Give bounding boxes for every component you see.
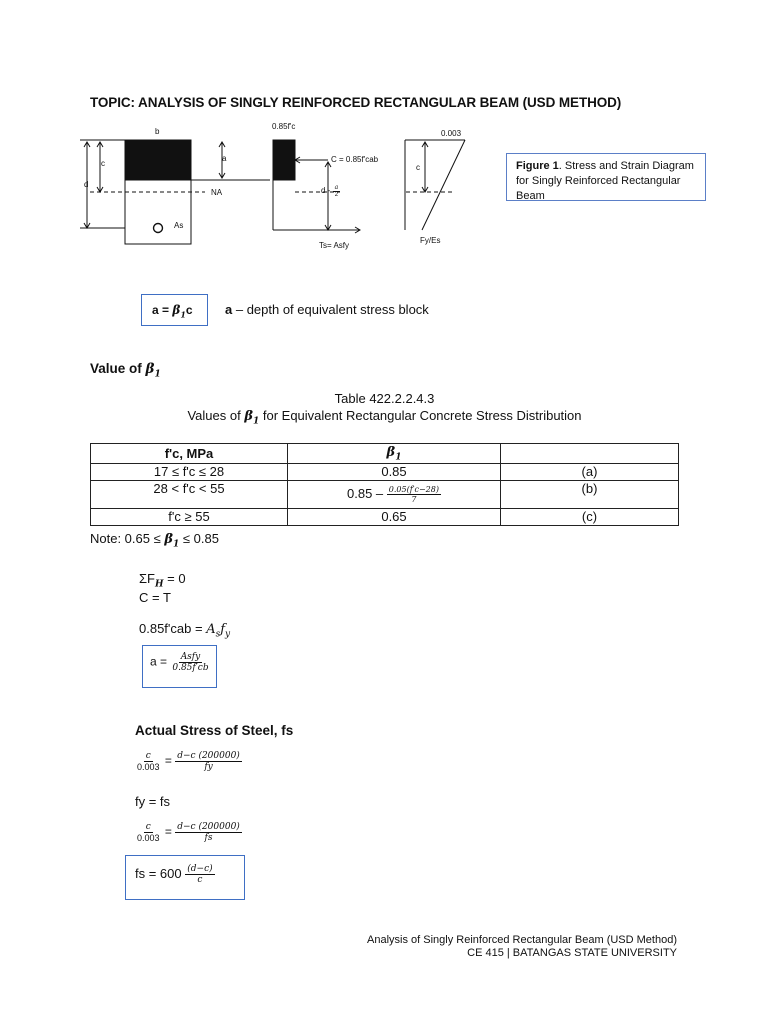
fy-equals-fs: fy = fs [135,794,171,809]
label-na: NA [211,188,223,197]
table-row: 17 ≤ f'c ≤ 28 0.85 (a) [91,463,679,480]
label-c-strain: c [416,163,420,172]
compression-zone [125,140,191,180]
c-equals-t: C = T [139,590,171,605]
label-as: As [174,221,184,230]
ratio-equation-2: $\frac{c}{0.003}$ = $\frac{d-c (200000)}{fs}$ [137,822,240,843]
header-fc: f'c, MPa [91,444,288,464]
force-equation: $0.85f'cab = A_sf_y$ [139,621,231,640]
label-d: d [84,180,89,189]
label-b: b [155,127,160,136]
table-header-row [91,444,679,464]
label-a: a [222,154,227,163]
figure-caption: Figure 1. Stress and Strain Diagram for Singly Reinforced Rectangular Beam [506,153,706,201]
ratio-equation-1: $\frac{c}{0.003}$ = $\frac{d-c (200000)}{fy}$ [137,751,240,772]
value-heading: Value of $\beta_1$ [90,361,161,380]
page-title: TOPIC: ANALYSIS OF SINGLY REINFORCED RECTANGULAR BEAM (USD METHOD) [90,95,622,110]
sum-forces: $\Sigma F_H = 0$ [139,571,186,590]
a-formula-box: a = $\frac{\text{Asfy}}{0.85f'cb}$ [142,645,217,688]
rebar-circle [154,224,163,233]
depth-description: a – depth of equivalent stress block [225,302,429,317]
table-note: Note: $0.65 \le \beta_1 \le 0.85$ [90,531,219,550]
table-caption: Table 422.2.2.4.3 Values of $\beta_1$ for Equivalent Rectangular Concrete Stress Distribution [187,391,582,427]
label-tension: Ts= Asfy [319,241,350,250]
label-compression: C = 0.85f'cab [331,155,379,164]
depth-formula-box: $a = \beta_1c$ [141,294,208,326]
page-footer: Analysis of Singly Reinforced Rectangular Beam (USD Method) CE 415 | BATANGAS STATE UNIVERSITY [367,934,677,959]
label-fy-es: Fy/Es [420,236,441,245]
steel-heading: Actual Stress of Steel, fs [135,723,294,738]
table-row: f'c ≥ 55 0.65 (c) [91,508,679,525]
label-c: c [101,159,105,168]
label-lever-arm: d - $\frac{a}{2}$ [321,184,339,198]
fs-formula-box: fs = 600 $\frac{(d-c)}{c}$ [125,855,245,900]
header-beta: $\beta_1$ [288,444,501,464]
table-row: 28 < f'c < 55 0.85 – $\frac{0.05(f'c-28)}{7}$ (b) [91,480,679,508]
beta-table [90,443,679,526]
label-stress: 0.85f'c [272,122,296,131]
label-strain: 0.003 [441,129,462,138]
